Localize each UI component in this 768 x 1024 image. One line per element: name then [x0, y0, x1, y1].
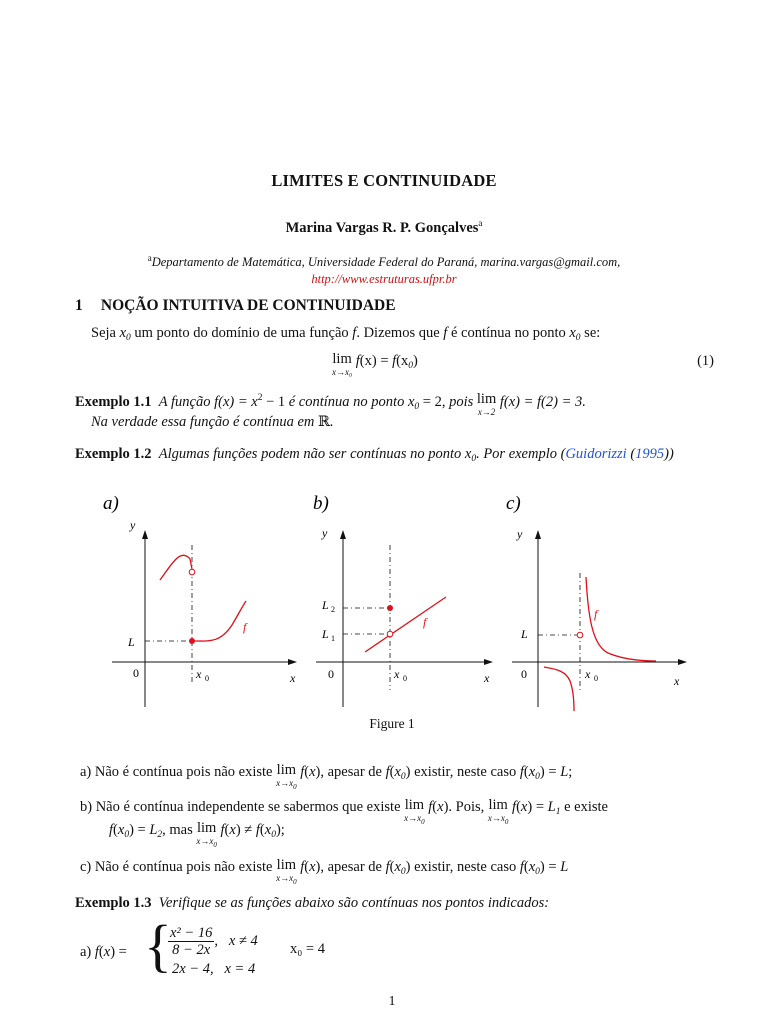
panel-a-y-arrow [142, 530, 148, 539]
figure-1 [0, 485, 768, 715]
intro-paragraph: Seja $x_0$ um ponto do domínio de uma função f. Dizemos que f é contínua no ponto $x_0$ se: [91, 325, 601, 343]
panel-b-L1-sub: 1 [331, 634, 335, 643]
panel-b-y-label: y [322, 526, 328, 540]
author-line [0, 218, 768, 237]
intro-text-1: Seja [91, 325, 120, 341]
panel-c-x-label: x [674, 674, 680, 688]
citation-year-link[interactable]: 1995 [635, 446, 665, 462]
panel-c [506, 493, 687, 711]
panel-a [103, 493, 297, 707]
panel-b-x-arrow [484, 659, 493, 665]
example-1-2: Exemplo 1.2 Algumas funções podem não ser contínuas no ponto $x_0$. Por exemplo (Guidorizzi (1995)) [75, 446, 674, 464]
panel-a-curve-left [160, 555, 192, 580]
item-c: c) Não é contínua pois não existe lim $x\to x_0$ f(x), apesar de $f(x_0)$ existir, neste caso $f(x_0) = L$ [80, 857, 569, 886]
panel-b [313, 493, 493, 707]
panel-b-f-label: f [423, 615, 427, 629]
panel-c-label: c) [506, 493, 521, 514]
cases-brace: { [144, 913, 172, 978]
panel-b-L1-label: L [322, 627, 329, 641]
panel-c-x0-sub: 0 [594, 674, 598, 683]
example-1-3-a-lhs: a) f(x) = [80, 944, 127, 960]
item-a: a) Não é contínua pois não existe lim $x\to x_0$ f(x), apesar de $f(x_0)$ existir, neste caso $f(x_0) = L$; [80, 762, 573, 791]
panel-b-open-point [387, 631, 393, 637]
panel-a-y-label: y [130, 518, 136, 532]
intro-text-3: . Dizemos que [356, 325, 444, 341]
panel-c-x-arrow [678, 659, 687, 665]
panel-b-x-label: x [484, 671, 490, 685]
panel-b-x0-sub: 0 [403, 674, 407, 683]
item-b: b) Não é contínua independente se sabermos que existe lim $x\to x_0$ f(x). Pois, lim $x\to x_0$ $f(x) = L_1$ e existe [80, 797, 608, 826]
affiliation-url-link[interactable]: http://www.estruturas.ufpr.br [311, 272, 457, 287]
affiliation-text: Departamento de Matemática, Universidade Federal do Paraná, marina.vargas@gmail.com, [151, 255, 621, 270]
panel-b-L2-sub: 2 [331, 605, 335, 614]
panel-a-x-arrow [288, 659, 297, 665]
intro-x0-2: x [569, 325, 576, 341]
example-1-3: Exemplo 1.3 Verifique se as funções abaixo são contínuas nos pontos indicados: [75, 895, 550, 911]
paper-title: LIMITES E CONTINUIDADE [271, 171, 497, 190]
panel-c-L-label: L [521, 627, 528, 641]
panel-b-filled-point [387, 605, 393, 611]
item-b-line2: $f(x_0) = L_2$, mas lim $x\to x_0$ $f(x) \ne f(x_0)$; [109, 820, 285, 849]
panel-a-origin: 0 [133, 666, 139, 680]
section-title: NOÇÃO INTUITIVA DE CONTINUIDADE [100, 297, 396, 314]
panel-a-filled-point [189, 638, 195, 644]
equation-number: (1) [697, 353, 714, 369]
panel-c-origin: 0 [521, 667, 527, 681]
equation-1: lim x→x₀ $f(x) = f(x_0)$ [332, 351, 418, 377]
intro-f-2: f [443, 325, 448, 341]
case-2: 2x − 4, x = 4 [172, 961, 256, 977]
example-1-1: Exemplo 1.1 A função $f(x) = x^2 - 1$ é contínua no ponto $x_0 = 2$, pois lim x→2 f(x) = f(2) = 3. [75, 391, 586, 417]
panel-b-line [365, 597, 446, 652]
affiliation [0, 250, 768, 288]
author-name: Marina Vargas R. P. Gonçalves [285, 219, 479, 236]
example-label: Exemplo 1.1 [75, 394, 152, 410]
panel-a-x0-label: x [196, 667, 202, 681]
intro-text-5: se: [580, 325, 601, 341]
panel-a-x-label: x [290, 671, 296, 685]
panel-b-x0-label: x [394, 667, 400, 681]
section-number: 1 [75, 297, 83, 314]
section-heading [75, 297, 396, 315]
panel-b-label: b) [313, 493, 329, 514]
author-mark: a [478, 218, 483, 228]
figure-caption: Figure 1 [369, 716, 415, 731]
panel-b-origin: 0 [328, 667, 334, 681]
example-label: Exemplo 1.2 [75, 446, 152, 462]
example-label: Exemplo 1.3 [75, 895, 152, 911]
eq-limit: lim x→x₀ [332, 351, 353, 377]
panel-c-y-label: y [517, 527, 523, 541]
intro-text-2: um ponto do domínio de uma função [130, 325, 353, 341]
panel-a-x0-sub: 0 [205, 674, 209, 683]
panel-c-f-label: f [594, 607, 598, 621]
panel-c-open-point [577, 632, 583, 638]
panel-a-label: a) [103, 493, 119, 514]
page-number: 1 [388, 994, 396, 1009]
intro-f: f [352, 325, 357, 341]
panel-a-L-label: L [128, 635, 135, 649]
panel-a-open-point [189, 569, 195, 575]
panel-c-curve-left [544, 667, 574, 711]
panel-c-y-arrow [535, 530, 541, 539]
affiliation-mark: a [147, 253, 152, 263]
panel-a-f-label: f [243, 620, 247, 634]
point-x0: x₀ = 4 [290, 941, 325, 957]
panel-a-curve-right [192, 601, 246, 641]
panel-b-y-arrow [340, 530, 346, 539]
panel-c-x0-label: x [585, 667, 591, 681]
intro-text-4: é contínua no ponto [447, 325, 570, 341]
panel-b-L2-label: L [322, 598, 329, 612]
intro-x0: x [119, 325, 127, 341]
citation-link[interactable]: Guidorizzi [565, 446, 627, 462]
case-1: $\frac{\text{x² − 16}}{8 - 2x}$ , x ≠ 4 [170, 925, 258, 958]
example-1-1-line2: Na verdade essa função é contínua em ℝ. [91, 414, 334, 430]
